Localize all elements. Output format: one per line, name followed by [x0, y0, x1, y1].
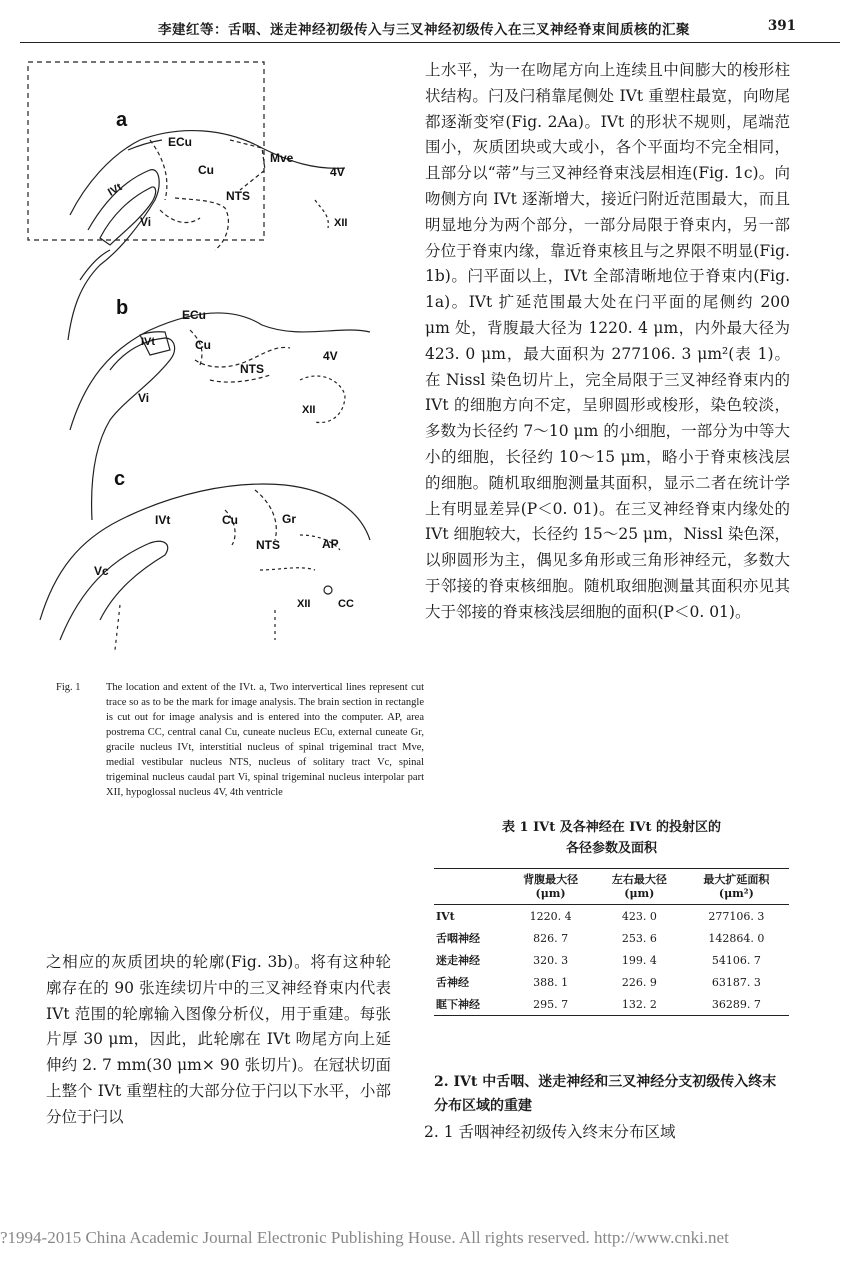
label-c-gr: Gr: [282, 512, 297, 526]
table-row: [434, 927, 789, 949]
running-header: [20, 14, 840, 43]
table-cell: 迷走神经: [436, 954, 480, 967]
table-cell: 舌咽神经: [436, 932, 480, 945]
table-row: [434, 905, 789, 928]
subsection-heading: 2. 1 舌咽神经初级传入终末分布区域: [424, 1123, 676, 1141]
caption-text: The location and extent of the IVt. a, Two intervertical lines represent cut trace so as to be the mark for image analysis. The brain section in rectangle is cut out for image analysis and is entered into the computer. AP, area postrema CC, central canal Cu, cuneate nucleus ECu, external cuneate Gr, gracile nucleus IVt, interstitial nucleus of spinal trigeminal tract Mve, medial vestibular nucleus NTS, nucleus of solitary tract Vc, spinal trigeminal nucleus caudal part Vi, spinal trigeminal nucleus interpolar part XII, hypoglossal nucleus 4V, 4th ventricle: [106, 682, 424, 798]
panel-a-letter: a: [116, 109, 128, 131]
label-c-cu: Cu: [222, 513, 238, 527]
label-a-mve: Mve: [270, 151, 294, 165]
label-b-cu: Cu: [195, 338, 211, 352]
label-c-ivt: IVt: [155, 513, 171, 527]
table-title-line-2: 各径参数及面积: [565, 841, 657, 856]
table-title-line-1: 表 1 IVt 及各神经在 IVt 的投射区的: [501, 820, 722, 835]
paragraph: 之相应的灰质团块的轮廓(Fig. 3b)。将有这种轮廓存在的 90 张连续切片中的三叉神经脊束内代表 IVt 范围的轮廓输入图像分析仪，用于重建。每张片厚 30 μm，因此，此轮廓在 IVt 吻尾方向上延伸约 2. 7 mm(30 μm× 90 张切片)。在冠状切面上整个 IVt 重塑柱的大部分位于闩以下水平，小部分位于闩以: [46, 953, 391, 1126]
right-column-text: [425, 58, 790, 626]
table-title: [434, 817, 789, 859]
table-cell: 142864. 0: [708, 931, 765, 945]
table-cell: 舌神经: [436, 976, 469, 989]
label-b-ivt: IVt: [141, 336, 156, 348]
table-row: [434, 949, 789, 971]
table-cell: 253. 6: [621, 931, 657, 945]
table-row: [434, 993, 789, 1016]
figure-1: [0, 50, 400, 680]
table-cell: 826. 7: [533, 931, 569, 945]
table-header-cell: 最大扩延面积 (μm²): [684, 869, 789, 905]
table-header-row: [434, 869, 789, 905]
label-b-vi: Vi: [138, 391, 150, 405]
central-canal: [324, 586, 332, 594]
table-header-cell: 左右最大径 (μm): [595, 869, 684, 905]
label-c-nts: NTS: [256, 538, 280, 552]
table-cell: 388. 1: [533, 975, 569, 989]
table-cell: 320. 3: [533, 953, 569, 967]
label-b-nts: NTS: [240, 362, 264, 376]
table-cell: 199. 4: [621, 953, 657, 967]
section-heading: 2. IVt 中舌咽、迷走神经和三叉神经分支初级传入终末分布区域的重建: [434, 1074, 777, 1114]
label-a-vi: Vi: [140, 215, 152, 229]
table-cell: 226. 9: [621, 975, 657, 989]
page-number: 391: [767, 18, 796, 34]
label-c-cc: CC: [338, 598, 354, 610]
label-c-vc: Vc: [94, 564, 109, 578]
label-c-ap: AP: [322, 537, 339, 551]
table-cell: 63187. 3: [711, 975, 761, 989]
label-a-ivt: IVt: [105, 181, 125, 199]
caption-label: Fig. 1: [56, 682, 81, 693]
running-title: 李建红等：舌咽、迷走神经初级传入与三叉神经初级传入在三叉神经脊束间质核的汇聚: [158, 22, 690, 38]
copyright-footer: ?1994-2015 China Academic Journal Electronic Publishing House. All rights reserved. http://www.cnki.net: [0, 1228, 729, 1247]
table-header-cell: [434, 869, 506, 905]
table-cell: IVt: [436, 909, 455, 923]
table-cell: 54106. 7: [711, 953, 761, 967]
table-header-cell: 背腹最大径 (μm): [506, 869, 595, 905]
panel-c-letter: c: [114, 468, 126, 490]
label-b-ecu: ECu: [182, 308, 206, 322]
panel-b-outline: [70, 313, 370, 430]
table-row: [434, 971, 789, 993]
label-a-4v: 4V: [330, 165, 345, 179]
label-b-4v: 4V: [323, 349, 338, 363]
panel-b-letter: b: [116, 297, 129, 319]
label-c-xii: XII: [297, 598, 311, 610]
table-cell: 295. 7: [506, 993, 595, 1016]
label-a-cu: Cu: [198, 163, 214, 177]
label-a-nts: NTS: [226, 189, 250, 203]
table-cell: 1220. 4: [529, 909, 572, 923]
data-table: [434, 868, 789, 1016]
paragraph: 上水平，为一在吻尾方向上连续且中间膨大的梭形柱状结构。闩及闩稍靠尾侧处 IVt 重塑柱最宽，向吻尾都逐渐变窄(Fig. 2Aa)。IVt 的形状不规则，尾端范围小，灰质团块或大或小，各个平面均不完全相同，且部分以“蒂”与三叉神经脊束浅层相连(Fig. 1c)。向吻侧方向 IVt 逐渐增大，接近闩附近范围最大，而且明显地分为两个部分，一部分局限于脊束内，另一部分位于脊束内缘，靠近脊束核且与之界限不明显(Fig. 1b)。闩平面以上，IVt 全部清晰地位于脊束内(Fig. 1a)。IVt 扩延范围最大处在闩平面的尾侧约 200 μm 处，背腹最大径为 1220. 4 μm，内外最大径为 423. 0 μm，最大面积为 277106. 3 μm²(表 1)。在 Nissl 染色切片上，完全局限于三叉神经脊束内的 IVt 的细胞方向不定，呈卵圆形或梭形，染色较淡，多数为长径约 7～10 μm 的小细胞，一部分为中等大小的细胞，长径约 10～15 μm，略小于脊束核浅层的细胞。随机取细胞测量其面积，显示二者在统计学上有明显差异(P＜0. 01)。在三叉神经脊束内缘处的 IVt 细胞较大，长径约 15～25 μm，Nissl 染色深，以卵圆形为主，偶见多角形或三角形神经元，多数大于邻接的脊束核细胞。随机取细胞测量其面积亦见其大于邻接的脊束核浅层细胞的面积(P＜0. 01)。: [425, 61, 790, 621]
label-b-xii: XII: [302, 404, 316, 416]
table-cell: 132. 2: [595, 993, 684, 1016]
label-a-ecu: ECu: [168, 135, 192, 149]
panel-c-outline: [40, 484, 370, 620]
table-cell: 277106. 3: [708, 909, 765, 923]
table-cell: 423. 0: [621, 909, 657, 923]
label-a-xii: XII: [334, 217, 348, 229]
left-column-text: [46, 950, 391, 1131]
table-cell: 36289. 7: [684, 993, 789, 1016]
table-cell: 眶下神经: [434, 993, 506, 1016]
